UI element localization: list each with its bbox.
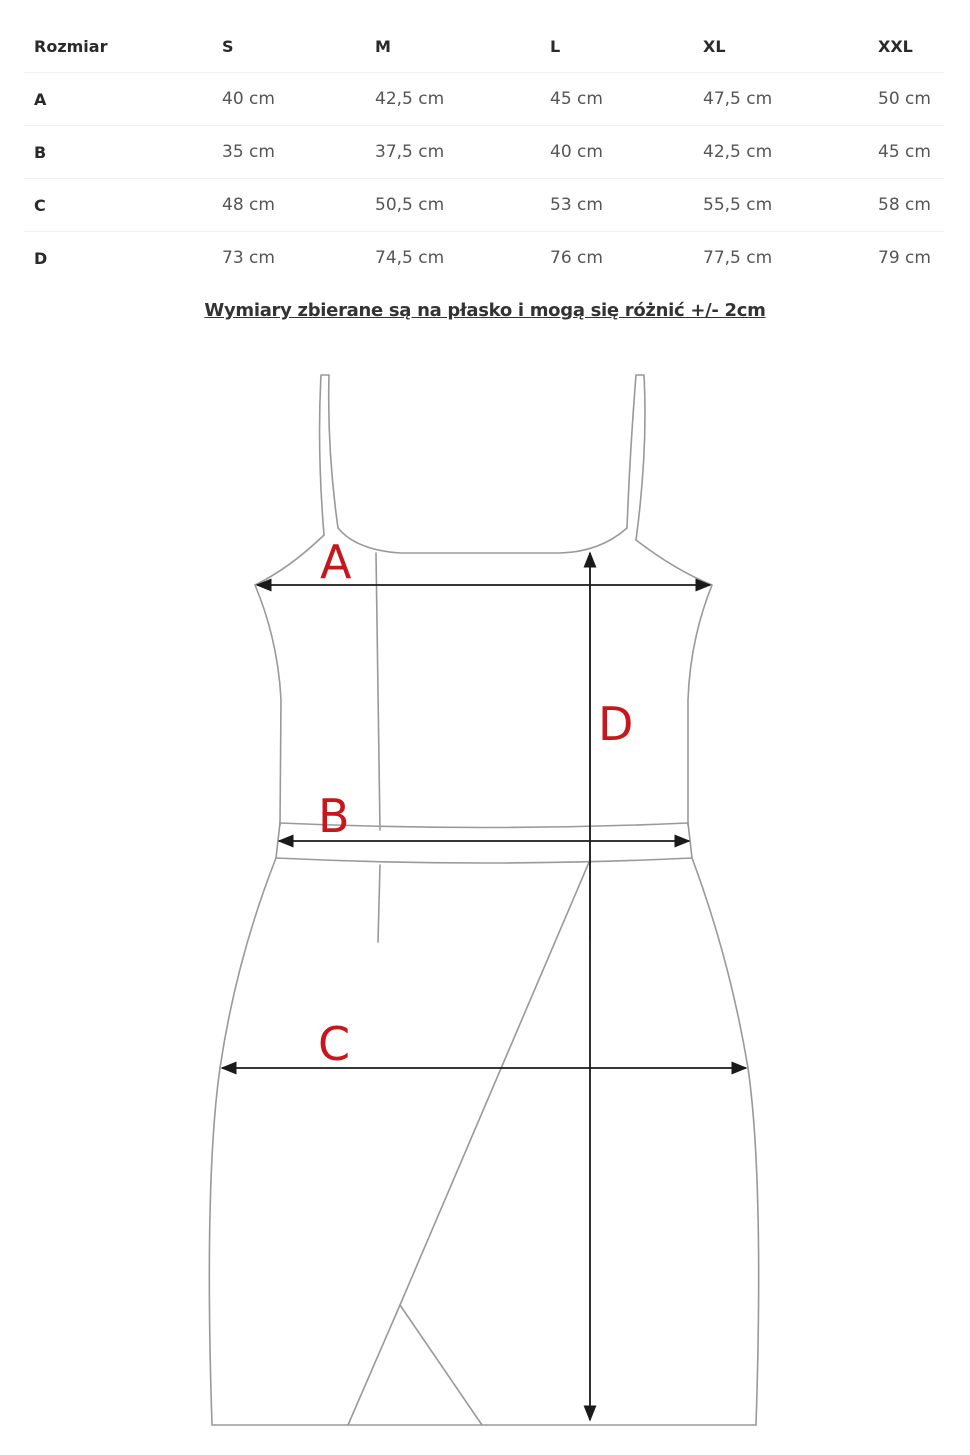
right-skirt-side	[692, 858, 759, 1425]
bodice-seam	[376, 553, 380, 830]
table-cell: 58 cm	[868, 179, 944, 232]
measurement-note: Wymiary zbierane są na płasko i mogą się różnić +/- 2cm	[204, 300, 766, 321]
left-bodice-side	[255, 535, 324, 825]
neckline	[338, 528, 627, 553]
waistband-bottom	[276, 858, 692, 863]
header-size-label: Rozmiar	[24, 20, 212, 73]
table-cell: 47,5 cm	[693, 73, 868, 126]
wrap-overlay-edge	[348, 860, 590, 1425]
table-cell: 50 cm	[868, 73, 944, 126]
table-cell: 73 cm	[222, 248, 275, 268]
table-cell: 35 cm	[212, 126, 365, 179]
label-c: C	[318, 1017, 351, 1071]
table-cell: 74,5 cm	[375, 248, 445, 268]
skirt-seam	[378, 865, 380, 942]
table-cell: 50,5 cm	[365, 179, 540, 232]
table-cell: 37,5 cm	[365, 126, 540, 179]
table-cell: 42,5 cm	[365, 73, 540, 126]
header-size-l: L	[540, 20, 693, 73]
right-strap	[627, 375, 645, 540]
dress-outline	[209, 375, 758, 1425]
table-cell: 42,5 cm	[693, 126, 868, 179]
table-cell: 40 cm	[540, 126, 693, 179]
table-cell: 79 cm	[878, 248, 931, 268]
table-cell: 45 cm	[540, 73, 693, 126]
left-strap	[320, 375, 338, 535]
table-cell: 77,5 cm	[703, 248, 773, 268]
table-cell: 45 cm	[868, 126, 944, 179]
table-cell: 55,5 cm	[693, 179, 868, 232]
row-label: C	[24, 179, 212, 232]
row-label: A	[24, 73, 212, 126]
table-cell: 48 cm	[212, 179, 365, 232]
table-cell: 53 cm	[540, 179, 693, 232]
right-bodice-side	[636, 540, 712, 825]
label-b: B	[318, 789, 350, 843]
row-label: B	[24, 126, 212, 179]
header-size-xl: XL	[693, 20, 868, 73]
measurement-arrows	[222, 553, 746, 1420]
wrap-underlay-edge	[400, 1305, 482, 1425]
left-skirt-side	[209, 858, 276, 1425]
label-d: D	[598, 697, 634, 751]
header-size-xxl: XXL	[868, 20, 944, 73]
label-a: A	[320, 535, 352, 589]
table-cell: 76 cm	[550, 248, 603, 268]
row-label: D	[34, 248, 48, 268]
header-size-m: M	[365, 20, 540, 73]
table-cell: 40 cm	[212, 73, 365, 126]
header-size-s: S	[212, 20, 365, 73]
